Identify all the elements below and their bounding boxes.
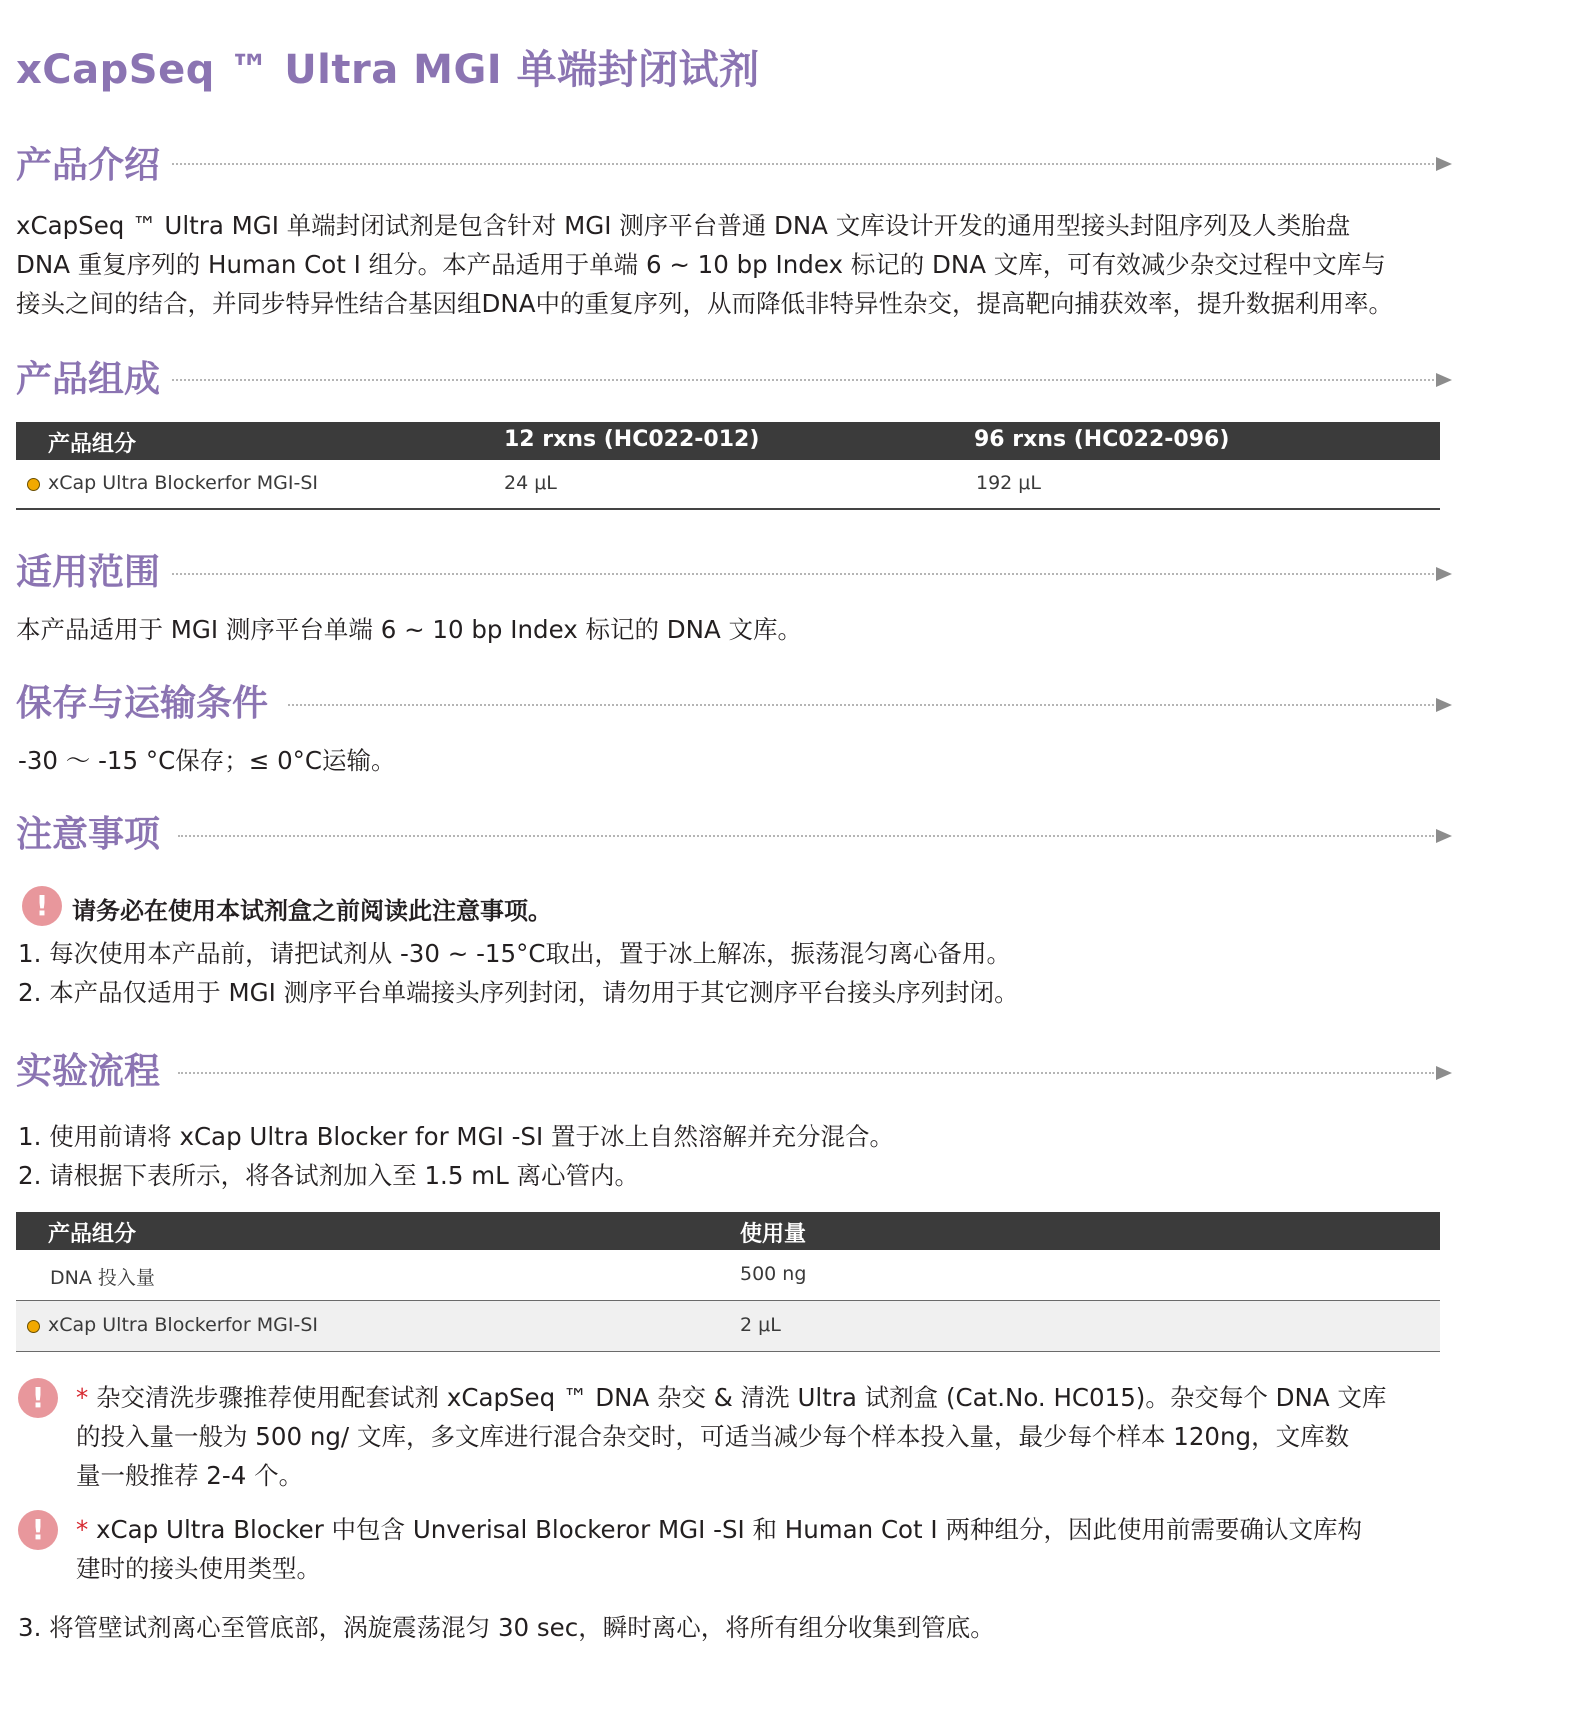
- note-item: 1. 每次使用本产品前，请把试剂从 -30 ~ -15°C取出，置于冰上解冻，振荡混匀离心备用。: [18, 939, 1011, 968]
- arrow-right-icon: [1436, 157, 1452, 171]
- storage-text: -30 ～ -15 °C保存；≤ 0°C运输。: [18, 746, 396, 775]
- table-bottom-rule: [16, 1351, 1440, 1352]
- note-line: 杂交清洗步骤推荐使用配套试剂 xCapSeq ™ DNA 杂交 & 清洗 Ultra 试剂盒 (Cat.No. HC015)。杂交每个 DNA 文库: [96, 1383, 1387, 1412]
- workflow-step: 2. 请根据下表所示，将各试剂加入至 1.5 mL 离心管内。: [18, 1161, 640, 1190]
- heading-divider: [178, 1072, 1434, 1074]
- arrow-right-icon: [1436, 567, 1452, 581]
- heading-divider: [172, 379, 1434, 381]
- workflow-step: 3. 将管壁试剂离心至管底部，涡旋震荡混匀 30 sec，瞬时离心，将所有组分收集到管底。: [18, 1613, 995, 1642]
- asterisk-marker: *: [76, 1515, 89, 1544]
- heading-divider: [172, 573, 1434, 575]
- column-header: 12 rxns (HC022-012): [504, 427, 760, 452]
- bullet-dot-icon: [27, 478, 40, 491]
- workflow-step: 1. 使用前请将 xCap Ultra Blocker for MGI -SI 置于冰上自然溶解并充分混合。: [18, 1122, 894, 1151]
- intro-line: 接头之间的结合，并同步特异性结合基因组DNA中的重复序列，从而降低非特异性杂交，提高靶向捕获效率，提升数据利用率。: [16, 289, 1393, 318]
- volume-12rxns: 24 μL: [504, 472, 557, 494]
- usage-table-header: [16, 1212, 1440, 1250]
- exclamation-circle-icon: !: [22, 886, 62, 926]
- warning-text: 请务必在使用本试剂盒之前阅读此注意事项。: [72, 897, 552, 925]
- scope-text: 本产品适用于 MGI 测序平台单端 6 ~ 10 bp Index 标记的 DNA 文库。: [16, 615, 803, 644]
- component-name: xCap Ultra Blockerfor MGI-SI: [48, 1314, 318, 1336]
- column-header: 96 rxns (HC022-096): [974, 427, 1230, 452]
- intro-line: DNA 重复序列的 Human Cot I 组分。本产品适用于单端 6 ~ 10 bp Index 标记的 DNA 文库，可有效减少杂交过程中文库与: [16, 250, 1386, 279]
- table-bottom-rule: [16, 508, 1440, 510]
- workflow-note: [76, 1510, 1446, 1588]
- column-header: 产品组分: [48, 1222, 137, 1247]
- section-heading-notes: 注意事项: [16, 814, 161, 855]
- component-name: xCap Ultra Blockerfor MGI-SI: [48, 472, 318, 494]
- note-line: xCap Ultra Blocker 中包含 Unverisal Blockeror MGI -SI 和 Human Cot I 两种组分，因此使用前需要确认文库构: [96, 1515, 1362, 1544]
- note-item: 2. 本产品仅适用于 MGI 测序平台单端接头序列封闭，请勿用于其它测序平台接头序列封闭。: [18, 978, 1019, 1007]
- usage-amount: 2 μL: [740, 1314, 781, 1336]
- page-title: xCapSeq ™ Ultra MGI 单端封闭试剂: [16, 47, 760, 93]
- intro-line: xCapSeq ™ Ultra MGI 单端封闭试剂是包含针对 MGI 测序平台普通 DNA 文库设计开发的通用型接头封阻序列及人类胎盘: [16, 211, 1351, 240]
- component-name: DNA 投入量: [50, 1267, 155, 1289]
- arrow-right-icon: [1436, 1066, 1452, 1080]
- note-line: 的投入量一般为 500 ng/ 文库，多文库进行混合杂交时，可适当减少每个样本投入量，最少每个样本 120ng，文库数: [76, 1422, 1350, 1451]
- note-line: 建时的接头使用类型。: [76, 1554, 321, 1583]
- note-line: 量一般推荐 2-4 个。: [76, 1461, 304, 1490]
- table-row: [16, 460, 1440, 508]
- usage-amount: 500 ng: [740, 1263, 807, 1285]
- bullet-dot-icon: [27, 1320, 40, 1333]
- asterisk-marker: *: [76, 1383, 89, 1412]
- section-heading-intro: 产品介绍: [16, 145, 161, 186]
- section-heading-workflow: 实验流程: [16, 1051, 161, 1092]
- intro-paragraph: [16, 206, 1486, 323]
- arrow-right-icon: [1436, 698, 1452, 712]
- table-row: [16, 1250, 1440, 1300]
- exclamation-circle-icon: !: [18, 1378, 58, 1418]
- table-row: [16, 1301, 1440, 1351]
- workflow-note: [76, 1378, 1446, 1495]
- arrow-right-icon: [1436, 829, 1452, 843]
- section-heading-scope: 适用范围: [16, 552, 161, 593]
- column-header: 产品组分: [48, 432, 137, 457]
- exclamation-circle-icon: !: [18, 1510, 58, 1550]
- heading-divider: [172, 163, 1434, 165]
- column-header: 使用量: [740, 1222, 807, 1247]
- heading-divider: [178, 835, 1434, 837]
- section-heading-storage: 保存与运输条件: [16, 683, 269, 724]
- composition-table-header: [16, 422, 1440, 460]
- section-heading-composition: 产品组成: [16, 359, 161, 400]
- volume-96rxns: 192 μL: [976, 472, 1041, 494]
- heading-divider: [288, 704, 1434, 706]
- arrow-right-icon: [1436, 373, 1452, 387]
